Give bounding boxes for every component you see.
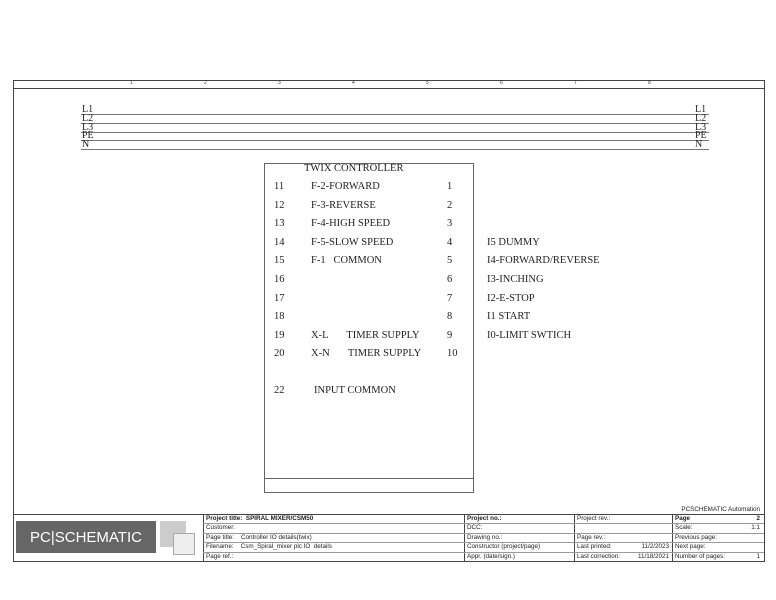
terminal-number: 19 bbox=[274, 329, 285, 341]
terminal-label: X-L TIMER SUPPLY bbox=[311, 329, 420, 341]
title-block-col1: Filename: Csm_Spiral_mixer plc IO details bbox=[206, 543, 332, 551]
terminal-number: 14 bbox=[274, 236, 285, 248]
title-block-col2: Appr. (date/sign.) bbox=[467, 552, 515, 560]
terminal-label: INPUT COMMON bbox=[314, 385, 396, 396]
title-block-col2: Drawing no.: bbox=[467, 533, 503, 541]
input-label: I3-INCHING bbox=[487, 274, 544, 285]
title-block-col3-value: 11/2/2023 bbox=[641, 543, 669, 551]
title-block-col4-value: 2 bbox=[756, 515, 760, 522]
logo-square-outline bbox=[173, 533, 195, 555]
title-block-col4-value: 1:1 bbox=[751, 524, 760, 532]
output-number: 10 bbox=[447, 348, 458, 360]
vendor-label: PCSCHEMATIC Automation bbox=[681, 506, 760, 513]
rail-label-right: PE bbox=[695, 130, 707, 142]
rail-label-right: L1 bbox=[695, 104, 707, 115]
ruler-number: 2 bbox=[204, 80, 207, 86]
title-block-col2: DCC: bbox=[467, 524, 483, 532]
title-block-col4-value: 1 bbox=[756, 552, 760, 560]
column-ruler bbox=[13, 80, 764, 89]
rail-line-n bbox=[81, 149, 709, 150]
terminal-label: F-4-HIGH SPEED bbox=[311, 218, 391, 230]
terminal-label: F-5-SLOW SPEED bbox=[311, 236, 394, 248]
ruler-number: 5 bbox=[426, 80, 429, 86]
rail-line-pe bbox=[81, 140, 709, 141]
title-block-divider bbox=[203, 514, 204, 561]
title-block-col4: Scale: bbox=[675, 524, 693, 532]
terminal-number: 12 bbox=[274, 199, 285, 211]
rail-label-right: N bbox=[695, 139, 703, 151]
rail-label-left: N bbox=[82, 139, 90, 151]
title-block-col4: Next page: bbox=[675, 543, 706, 551]
ruler-number: 6 bbox=[500, 80, 503, 86]
output-number: 9 bbox=[447, 329, 453, 341]
output-number: 6 bbox=[447, 274, 453, 285]
ruler-number: 3 bbox=[278, 80, 281, 86]
title-block-col2: Project no.: bbox=[467, 515, 502, 522]
rail-line-l2 bbox=[81, 123, 709, 124]
title-block-col3: Last correction: bbox=[577, 552, 621, 560]
title-block-divider bbox=[574, 514, 575, 561]
terminal-number: 15 bbox=[274, 255, 285, 267]
title-block-col3: Last printed: bbox=[577, 543, 612, 551]
output-number: 5 bbox=[447, 255, 453, 267]
controller-box bbox=[264, 163, 474, 493]
input-label: I2-E-STOP bbox=[487, 292, 535, 304]
terminal-number: 22 bbox=[274, 385, 285, 396]
terminal-number: 13 bbox=[274, 218, 285, 230]
output-number: 7 bbox=[447, 292, 453, 304]
rail-label-right: L3 bbox=[695, 121, 707, 133]
input-label: I1 START bbox=[487, 311, 531, 323]
output-number: 3 bbox=[447, 218, 453, 230]
terminal-number: 11 bbox=[274, 181, 285, 192]
title-block-divider bbox=[464, 514, 465, 561]
input-label: I0-LIMIT SWTICH bbox=[487, 329, 572, 341]
controller-title: TWIX CONTROLLER bbox=[304, 163, 404, 174]
terminal-label: F-3-REVERSE bbox=[311, 199, 376, 211]
ruler-number: 4 bbox=[352, 80, 355, 86]
input-label: I5 DUMMY bbox=[487, 236, 540, 248]
output-number: 4 bbox=[447, 236, 453, 248]
ruler-number: 1 bbox=[130, 80, 133, 86]
ruler-number: 8 bbox=[648, 80, 651, 86]
output-number: 8 bbox=[447, 311, 453, 323]
title-block-col3-value: 11/18/2021 bbox=[637, 552, 669, 560]
terminal-label: X-N TIMER SUPPLY bbox=[311, 348, 422, 360]
title-block-divider bbox=[672, 514, 673, 561]
controller-divider bbox=[264, 478, 473, 479]
title-block-col3: Page rev.: bbox=[577, 533, 606, 541]
pcschematic-logo: PC|SCHEMATIC bbox=[16, 521, 156, 553]
rail-label-left: PE bbox=[82, 130, 94, 142]
title-block-col4: Previous page: bbox=[675, 533, 718, 541]
rail-line-l3 bbox=[81, 132, 709, 133]
terminal-number: 17 bbox=[274, 292, 285, 304]
input-label: I4-FORWARD/REVERSE bbox=[487, 255, 600, 267]
terminal-number: 16 bbox=[274, 274, 285, 285]
terminal-label: F-2-FORWARD bbox=[311, 181, 380, 192]
title-block-col1: Page title: Controller IO details(twix) bbox=[206, 533, 312, 541]
title-block-col1: Customer: bbox=[206, 524, 236, 532]
rail-label-left: L1 bbox=[82, 104, 94, 115]
terminal-label: F-1 COMMON bbox=[311, 255, 382, 267]
output-number: 2 bbox=[447, 199, 453, 211]
rail-label-right: L2 bbox=[695, 112, 707, 124]
rail-label-left: L2 bbox=[82, 112, 94, 124]
ruler-number: 7 bbox=[574, 80, 577, 86]
title-block-col2: Constructor (project/page) bbox=[467, 543, 541, 551]
title-block-col1: Page ref.: bbox=[206, 552, 234, 560]
rail-label-left: L3 bbox=[82, 121, 94, 133]
rail-line-l1 bbox=[81, 114, 709, 115]
title-block-col4: Number of pages: bbox=[675, 552, 726, 560]
terminal-number: 20 bbox=[274, 348, 285, 360]
title-block-col3: Project rev.: bbox=[577, 515, 611, 522]
title-block-col4: Page bbox=[675, 515, 691, 522]
terminal-number: 18 bbox=[274, 311, 285, 323]
output-number: 1 bbox=[447, 181, 453, 192]
title-block-col1: Project title: SPIRAL MIXER/CSM50 bbox=[206, 515, 314, 522]
